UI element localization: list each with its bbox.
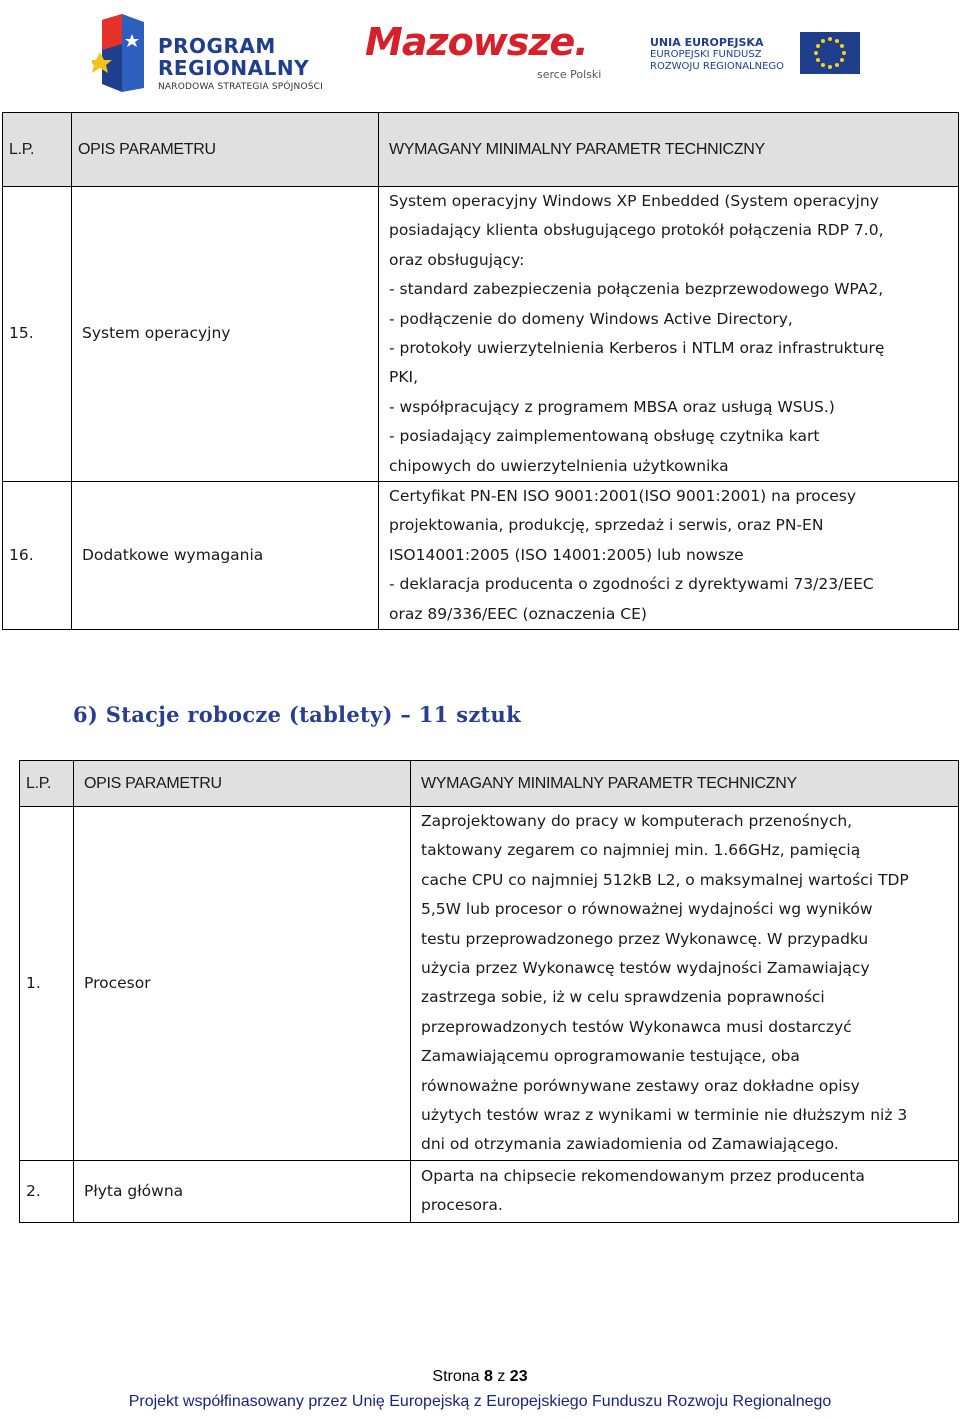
table-row [3,187,959,482]
spec-table-2 [19,760,959,1223]
eu-logo-line1: UNIA EUROPEJSKA [650,36,764,49]
requirement-line: - standard zabezpieczenia połączenia bezprzewodowego WPA2, [389,280,884,299]
requirement-line: 5,5W lub procesor o równoważnej wydajności wg wyników [421,900,873,919]
row-requirement [379,187,959,482]
requirement-line: zastrzega sobie, iż w celu sprawdzenia poprawności [421,988,825,1007]
program-logo-line1: PROGRAM [158,34,276,58]
table-row [3,482,959,630]
requirement-line: - posiadający zaimplementowaną obsługę czytnika kart [389,427,820,446]
eu-flag-icon [800,32,860,74]
page-current: 8 [483,1368,493,1385]
spec-table-1 [2,112,959,630]
requirement-line: procesora. [421,1196,503,1215]
requirement-line: - podłączenie do domeny Windows Active Directory, [389,309,793,328]
page-prefix: Strona [432,1368,480,1385]
requirement-line: Oparta na chipsecie rekomendowanym przez producenta [421,1166,865,1185]
header-opis-parametru: OPIS PARAMETRU [74,761,411,807]
requirement-line: - współpracujący z programem MBSA oraz usługą WSUS.) [389,397,835,416]
eu-logo [650,36,870,81]
program-logo-line3: NARODOWA STRATEGIA SPÓJNOŚCI [158,82,323,92]
requirement-line: użytych testów wraz z wynikami w terminie nie dłuższym niż 3 [421,1106,908,1125]
mazowsze-logo [365,20,615,84]
header-wymagany-parametr: WYMAGANY MINIMALNY PARAMETR TECHNICZNY [379,113,959,187]
requirement-line: oraz 89/336/EEC (oznaczenia CE) [389,604,647,623]
requirement-line: ISO14001:2005 (ISO 14001:2005) lub nowsze [389,545,744,564]
funding-footer: Projekt współfinasowany przez Unię Europejską z Europejskiego Funduszu Rozwoju Regionalnego [128,1393,832,1410]
header-wymagany-parametr: WYMAGANY MINIMALNY PARAMETR TECHNICZNY [411,761,959,807]
requirement-line: - protokoły uwierzytelnienia Kerberos i NTLM oraz infrastrukturę [389,339,885,358]
row-lp: 1. [20,807,74,1161]
requirement-line: - deklaracja producenta o zgodności z dyrektywami 73/23/EEC [389,575,874,594]
row-lp: 16. [3,482,72,630]
page-number [0,1368,960,1386]
header-opis-parametru: OPIS PARAMETRU [72,113,379,187]
program-regionalny-mark-icon [92,14,148,94]
row-parameter-name: Płyta główna [74,1160,411,1222]
requirement-line: cache CPU co najmniej 512kB L2, o maksymalnej wartości TDP [421,870,909,889]
header-lp: L.P. [3,113,72,187]
table-row [20,807,959,1161]
program-regionalny-logo [92,14,342,94]
requirement-line: użycia przez Wykonawcę testów wydajności Zamawiający [421,959,870,978]
requirement-line: projektowania, produkcję, sprzedaż i serwis, oraz PN-EN [389,516,824,535]
requirement-line: PKI, [389,368,419,387]
requirement-line: Certyfikat PN-EN ISO 9001:2001(ISO 9001:2001) na procesy [389,487,857,506]
eu-logo-line3: ROZWOJU REGIONALNEGO [650,61,785,72]
requirement-line: chipowych do uwierzytelnienia użytkownika [389,456,729,475]
page-separator: z [497,1368,506,1385]
table-header-row [20,761,959,807]
mazowsze-logo-sub: serce Polski [537,68,602,81]
page-total: 23 [509,1368,528,1385]
requirement-line: taktowany zegarem co najmniej min. 1.66GHz, pamięcią [421,841,861,860]
table-row [20,1160,959,1222]
table-header-row [3,113,959,187]
requirement-line: System operacyjny Windows XP Enbedded (System operacyjny [389,192,879,210]
row-requirement [411,807,959,1161]
requirement-line: Zamawiającemu oprogramowanie testujące, oba [421,1047,800,1066]
header-lp: L.P. [20,761,74,807]
eu-logo-line2: EUROPEJSKI FUNDUSZ [650,49,762,60]
header-logos [0,0,960,100]
row-parameter-name: System operacyjny [72,187,379,482]
program-logo-line2: REGIONALNY [158,56,310,80]
row-parameter-name: Dodatkowe wymagania [72,482,379,630]
mazowsze-logo-word: Mazowsze. [365,20,588,64]
requirement-line: przeprowadzonych testów Wykonawca musi dostarczyć [421,1017,852,1036]
row-requirement [379,482,959,630]
requirement-line: oraz obsługujący: [389,250,525,269]
section-title: 6) Stacje robocze (tablety) – 11 sztuk [73,702,521,727]
row-lp: 15. [3,187,72,482]
requirement-line: posiadający klienta obsługującego protokół połączenia RDP 7.0, [389,221,884,240]
requirement-line: testu przeprowadzonego przez Wykonawcę. W przypadku [421,929,869,948]
requirement-line: Zaprojektowany do pracy w komputerach przenośnych, [421,812,853,830]
requirement-line: dni od otrzymania zawiadomienia od Zamawiającego. [421,1135,839,1154]
requirement-line: równoważne porównywane zestawy oraz dokładne opisy [421,1076,860,1095]
row-lp: 2. [20,1160,74,1222]
row-parameter-name: Procesor [74,807,411,1161]
row-requirement [411,1160,959,1222]
